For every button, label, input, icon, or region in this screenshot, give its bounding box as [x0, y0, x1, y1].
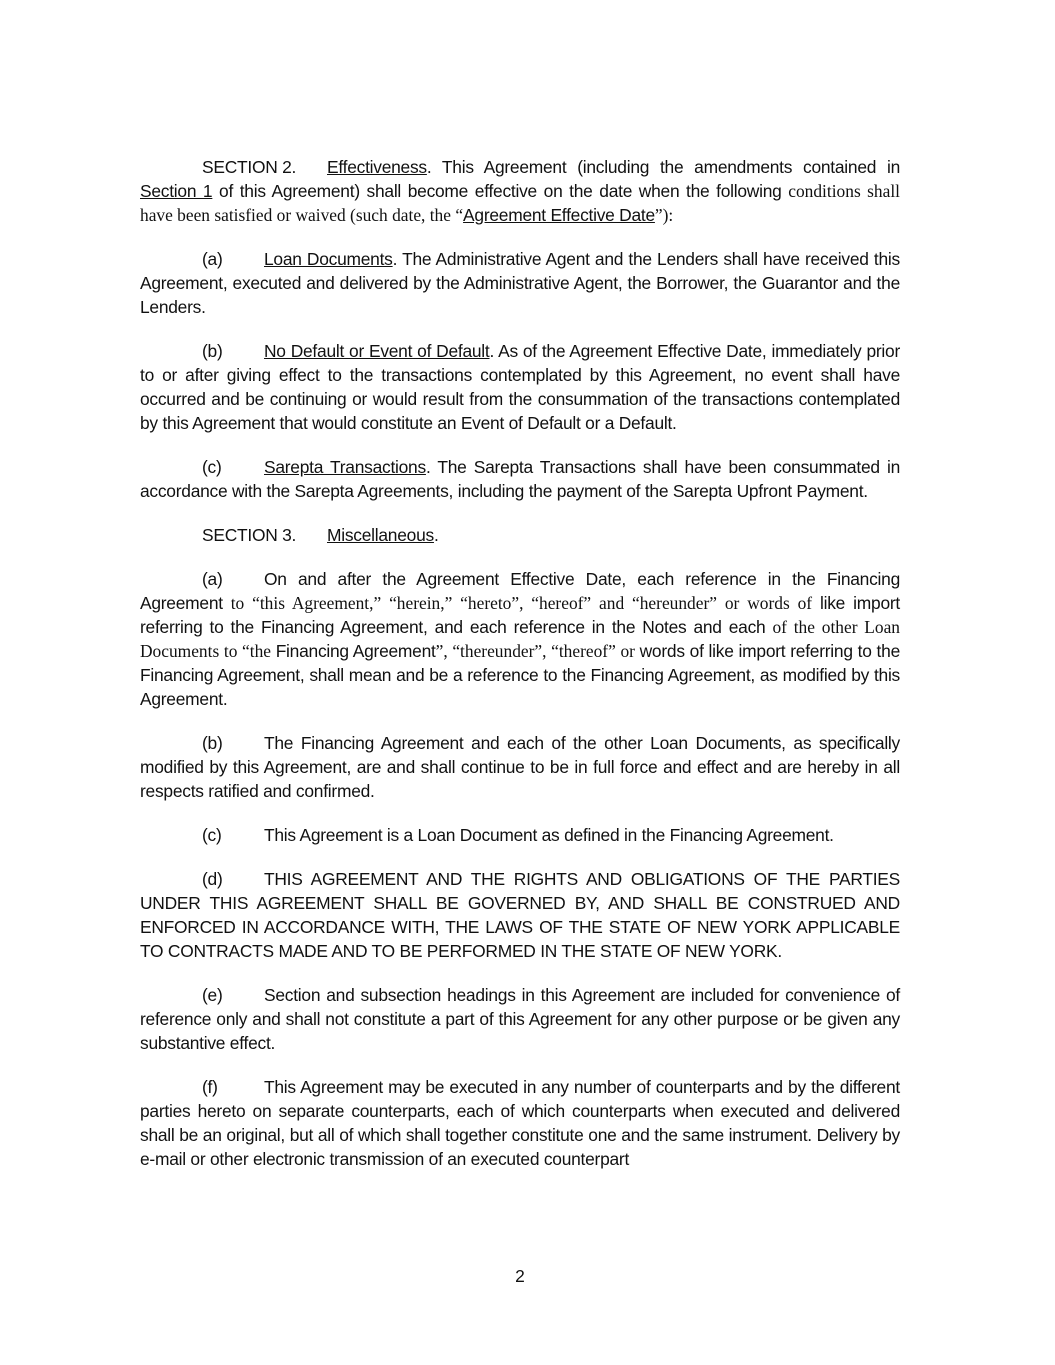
- section-2-item-a: [140, 247, 900, 319]
- section-2-text-end: ”):: [654, 205, 674, 225]
- section-2-text-1: . This Agreement (including the amendments contained in: [426, 157, 900, 177]
- item-text-1: On and after the Agreement Effective Date, each reference in the Financing Agreement: [140, 569, 900, 613]
- section-2-text-2: of this Agreement) shall become effective on the date when the following: [212, 181, 789, 201]
- section-3-title-end: .: [433, 525, 439, 545]
- item-label: (a): [202, 249, 223, 269]
- agreement-effective-date-term: Agreement Effective Date: [463, 205, 655, 225]
- item-label: (d): [202, 869, 223, 889]
- item-text-3: Financing Agreement: [275, 641, 436, 661]
- section-3-title: Miscellaneous: [327, 525, 434, 545]
- item-text: . The Sarepta Transactions shall have been consummated in accordance with the Sarepta Agreements, including the payment of the Sarepta Upfront Payment.: [140, 457, 900, 501]
- section-3-label: SECTION 3.: [202, 525, 297, 545]
- item-label: (c): [202, 825, 222, 845]
- item-text-serif-2: of the other Loan Documents to “the: [140, 617, 900, 661]
- section-3-item-c: [140, 823, 900, 847]
- item-label: (b): [202, 733, 223, 753]
- section-2-label: SECTION 2.: [202, 157, 297, 177]
- page-number: 2: [515, 1266, 525, 1286]
- item-heading: Sarepta Transactions: [264, 457, 426, 477]
- section-3-item-e: [140, 983, 900, 1055]
- item-heading: No Default or Event of Default: [264, 341, 490, 361]
- item-text: The Financing Agreement and each of the other Loan Documents, as specifically modified by this Agreement, are and shall continue to be in full force and effect and are hereby in all respects ratified and confirmed.: [140, 733, 900, 801]
- item-text: Section and subsection headings in this Agreement are included for convenience of reference only and shall not constitute a part of this Agreement for any other purpose or be given any substantive effect.: [140, 985, 900, 1053]
- item-text: . The Administrative Agent and the Lenders shall have received this Agreement, executed and delivered by the Administrative Agent, the Borrower, the Guarantor and the Lenders.: [140, 249, 900, 317]
- section-1-reference: Section 1: [140, 181, 213, 201]
- section-2-item-c: [140, 455, 900, 503]
- item-label: (e): [202, 985, 223, 1005]
- section-3-heading: [140, 523, 900, 547]
- section-2-text-serif: conditions shall have been satisfied or waived (such date, the “: [140, 181, 900, 225]
- item-label: (f): [202, 1077, 218, 1097]
- section-2-item-b: [140, 339, 900, 435]
- document-body: [140, 155, 900, 1191]
- item-label: (c): [202, 457, 222, 477]
- item-label: (a): [202, 569, 223, 589]
- section-3-item-b: [140, 731, 900, 803]
- section-2-title: Effectiveness: [327, 157, 427, 177]
- item-text: . As of the Agreement Effective Date, immediately prior to or after giving effect to the transactions contemplated by this Agreement, no event shall have occurred and be continuing or would result from the consummation of the transactions contemplated by this Agreement that would constitute an Event of Default or a Default.: [140, 341, 901, 433]
- item-label: (b): [202, 341, 223, 361]
- item-text-4: words of like import referring to the Financing Agreement, shall mean and be a reference to the Financing Agreement, as modified by this Agreement.: [140, 641, 900, 709]
- section-3-item-d: [140, 867, 900, 963]
- section-2-paragraph: [140, 155, 900, 227]
- item-text-serif-3: ”, “thereunder”, “thereof” or: [435, 641, 640, 661]
- item-text: This Agreement is a Loan Document as defined in the Financing Agreement.: [264, 825, 834, 845]
- section-3-item-f: [140, 1075, 900, 1171]
- item-text: THIS AGREEMENT AND THE RIGHTS AND OBLIGATIONS OF THE PARTIES UNDER THIS AGREEMENT SHALL BE GOVERNED BY, AND SHALL BE CONSTRUED AND ENFORCED IN ACCORDANCE WITH, THE LAWS OF THE STATE OF NEW YORK APPLICABLE TO CONTRACTS MADE AND TO BE PERFORMED IN THE STATE OF NEW YORK.: [140, 869, 900, 961]
- item-text-2: like import referring to the Financing Agreement, and each reference in the Notes and each: [140, 593, 900, 637]
- item-text: This Agreement may be executed in any number of counterparts and by the different parties hereto on separate counterparts, each of which counterparts when executed and delivered shall be an original, but all of which shall together constitute one and the same instrument. Delivery by e-mail or other electronic transmission of an executed counterpart: [140, 1077, 900, 1169]
- section-3-item-a: [140, 567, 900, 711]
- item-text-serif-1: to “this Agreement,” “herein,” “hereto”, “hereof” and “hereunder” or words of: [222, 593, 820, 613]
- item-heading: Loan Documents: [264, 249, 393, 269]
